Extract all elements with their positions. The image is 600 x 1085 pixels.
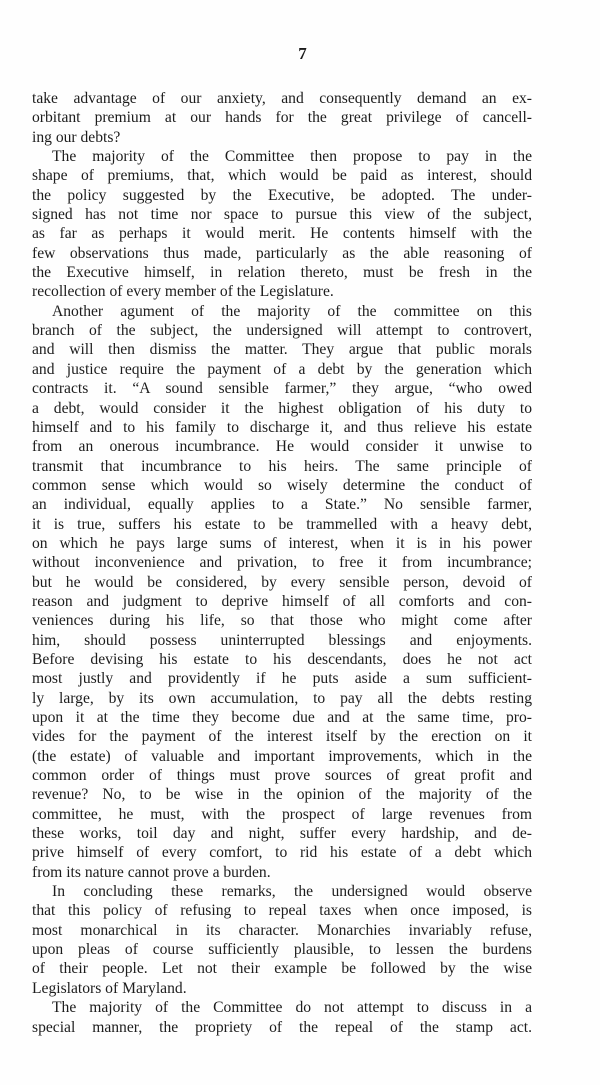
text-line: The majority of the Committee then propose to pay in the bbox=[52, 148, 532, 166]
text-line: most justly and providently if he puts aside a sum sufficient- bbox=[32, 670, 532, 688]
text-line: vides for the payment of the interest itself by the erection on it bbox=[32, 728, 532, 746]
text-line: on which he pays large sums of interest, when it is in his power bbox=[32, 534, 532, 552]
text-line: orbitant premium at our hands for the great privilege of cancell- bbox=[32, 109, 532, 127]
text-line: veniences during his life, so that those who might come after bbox=[32, 612, 532, 630]
text-line: upon it at the time they become due and at the same time, pro- bbox=[32, 709, 532, 726]
text-line: from an onerous incumbrance. He would consider it unwise to bbox=[32, 438, 532, 456]
text-line: signed has not time nor space to pursue this view of the subject, bbox=[32, 206, 532, 224]
text-line: committee, he must, with the prospect of large revenues from bbox=[32, 805, 532, 823]
text-line: of their people. Let not their example be followed by the wise bbox=[32, 960, 532, 978]
text-line: and will then dismiss the matter. They argue that public morals bbox=[32, 341, 532, 359]
text-line: ly large, by its own accumulation, to pay all the debts resting bbox=[32, 689, 532, 707]
text-line: an individual, equally applies to a State.” No sensible farmer, bbox=[32, 496, 532, 514]
text-line: recollection of every member of the Legislature. bbox=[32, 283, 334, 301]
text-line: himself and to his family to discharge it, and thus relieve his estate bbox=[32, 418, 532, 436]
text-line: prive himself of every comfort, to rid his estate of a debt which bbox=[32, 844, 532, 862]
text-line: the Executive himself, in relation thereto, must be fresh in the bbox=[32, 264, 532, 282]
text-line: ing our debts? bbox=[32, 128, 121, 146]
text-line: (the estate) of valuable and important improvements, which in the bbox=[32, 747, 532, 765]
text-line: upon pleas of course sufficiently plausible, to lessen the burdens bbox=[32, 941, 532, 959]
text-line: these works, toil day and night, suffer every hardship, and de- bbox=[32, 825, 532, 843]
text-line: as far as perhaps it would merit. He contents himself with the bbox=[32, 225, 532, 243]
text-line: that this policy of refusing to repeal taxes when once imposed, is bbox=[32, 902, 532, 920]
text-line: Another agument of the majority of the committee on this bbox=[52, 302, 532, 320]
text-line: and justice require the payment of a debt by the generation which bbox=[32, 360, 532, 378]
text-line: The majority of the Committee do not attempt to discuss in a bbox=[52, 999, 532, 1017]
text-line: take advantage of our anxiety, and consequently demand an ex- bbox=[32, 90, 532, 107]
text-line: few observations thus made, particularly as the able reasoning of bbox=[32, 244, 532, 262]
text-line: most monarchical in its character. Monarchies invariably refuse, bbox=[32, 921, 532, 939]
text-line: from its nature cannot prove a burden. bbox=[32, 863, 271, 881]
body-text bbox=[32, 89, 532, 1037]
text-line: common sense which would so wisely determine the conduct of bbox=[32, 476, 532, 494]
page-number: 7 bbox=[298, 44, 307, 63]
text-line: special manner, the propriety of the repeal of the stamp act. bbox=[32, 1018, 532, 1036]
text-line: a debt, would consider it the highest obligation of his duty to bbox=[32, 399, 532, 417]
text-line: revenue? No, to be wise in the opinion of the majority of the bbox=[32, 786, 532, 804]
text-line: shape of premiums, that, which would be paid as interest, should bbox=[32, 167, 532, 185]
text-line: In concluding these remarks, the undersigned would observe bbox=[52, 883, 532, 901]
text-line: transmit that incumbrance to his heirs. The same principle of bbox=[32, 457, 532, 475]
text-line: branch of the subject, the undersigned will attempt to controvert, bbox=[32, 322, 532, 340]
text-line: without inconvenience and privation, to free it from incumbrance; bbox=[32, 554, 532, 572]
text-line: but he would be considered, by every sensible person, devoid of bbox=[32, 573, 532, 591]
text-line: reason and judgment to deprive himself of all comforts and con- bbox=[32, 592, 532, 610]
text-line: him, should possess uninterrupted blessings and enjoyments. bbox=[32, 631, 532, 649]
text-line: common order of things must prove sources of great profit and bbox=[32, 767, 532, 785]
text-line: Before devising his estate to his descendants, does he not act bbox=[32, 650, 532, 668]
text-line: it is true, suffers his estate to be trammelled with a heavy debt, bbox=[32, 515, 532, 533]
text-line: the policy suggested by the Executive, be adopted. The under- bbox=[32, 186, 532, 204]
text-line: Legislators of Maryland. bbox=[32, 979, 187, 997]
text-line: contracts it. “A sound sensible farmer,” they argue, “who owed bbox=[32, 380, 532, 398]
